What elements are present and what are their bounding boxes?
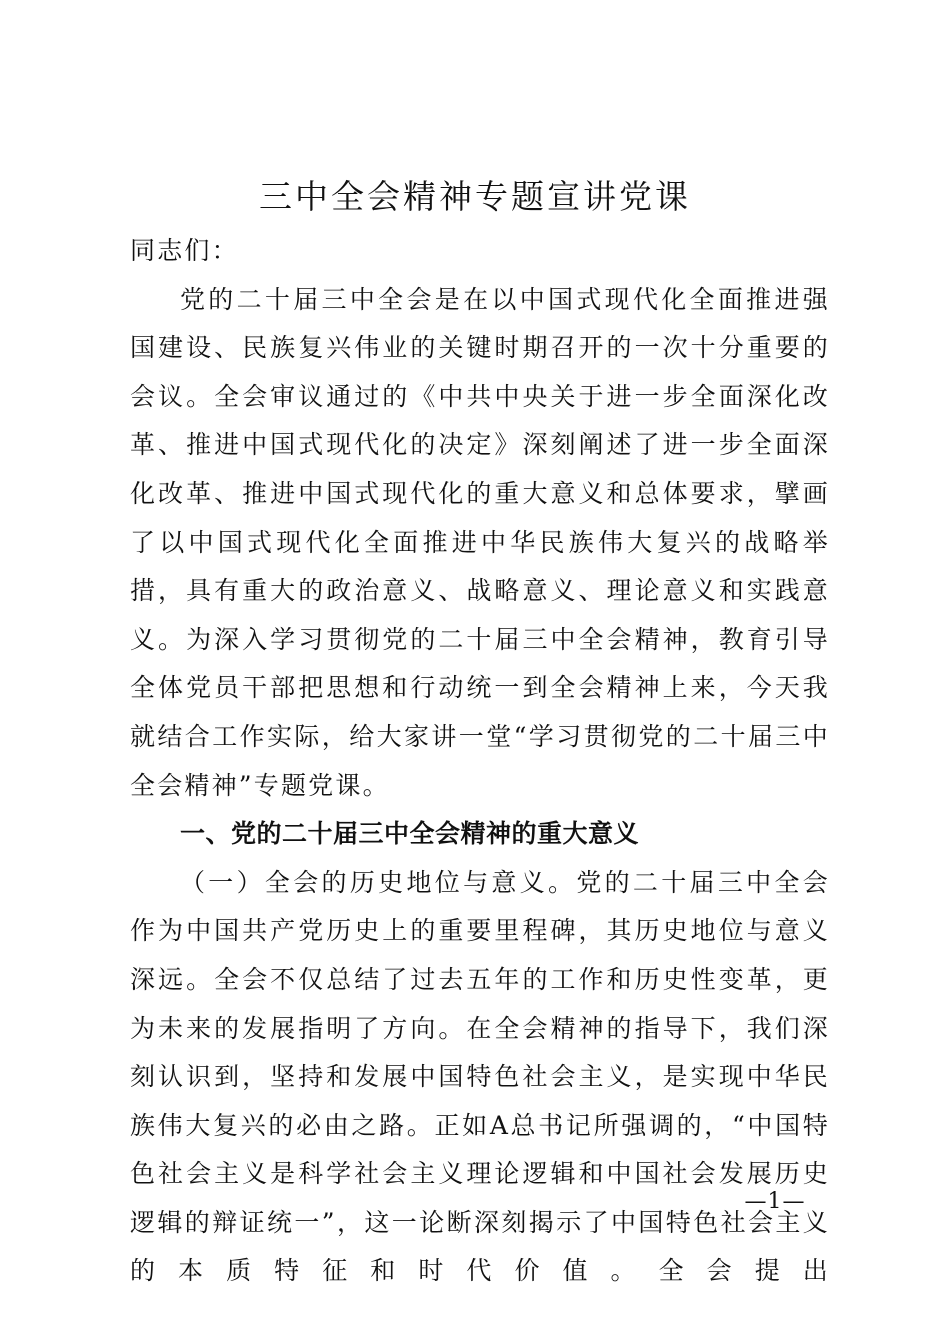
section-heading: 一、党的二十届三中全会精神的重大意义 xyxy=(180,819,640,849)
subsection-heading: （一）全会的历史地位与意义。 xyxy=(180,867,577,897)
salutation: 同志们： xyxy=(130,236,239,265)
intro-paragraph: 党的二十届三中全会是在以中国式现代化全面推进强国建设、民族复兴伟业的关键时期召开的一次十分重要的会议。全会审议通过的《中共中央关于进一步全面深化改革、推进中国式现代化的决定》深刻阐述了进一步全面深化改革、推进中国式现代化的重大意义和总体要求，擘画了以中国式现代化全面推进中华民族伟大复兴的战略举措，具有重大的政治意义、战略意义、理论意义和实践意义。为深入学习贯彻党的二十届三中全会精神，教育引导全体党员干部把思想和行动统一到全会精神上来，今天我就结合工作实际，给大家讲一堂“学习贯彻党的二十届三中全会精神”专题党课。 xyxy=(130,284,830,800)
document-body xyxy=(130,227,830,1296)
subsection-paragraph xyxy=(130,859,830,1296)
subsection-text: 党的二十届三中全会作为中国共产党历史上的重要里程碑，其历史地位与意义深远。全会不仅总结了过去五年的工作和历史性变革，更为未来的发展指明了方向。在全会精神的指导下，我们深刻认识到，坚持和发展中国特色社会主义，是实现中华民族伟大复兴的必由之路。正如A总书记所强调的，“中国特色社会主义是科学社会主义理论逻辑和中国社会发展历史逻辑的辩证统一”，这一论断深刻揭示了中国特色社会主义的本质特征和时代价值。全会提出 xyxy=(130,867,830,1286)
page-number: —1— xyxy=(744,1189,806,1214)
document-title: 三中全会精神专题宣讲党课 xyxy=(259,177,691,216)
